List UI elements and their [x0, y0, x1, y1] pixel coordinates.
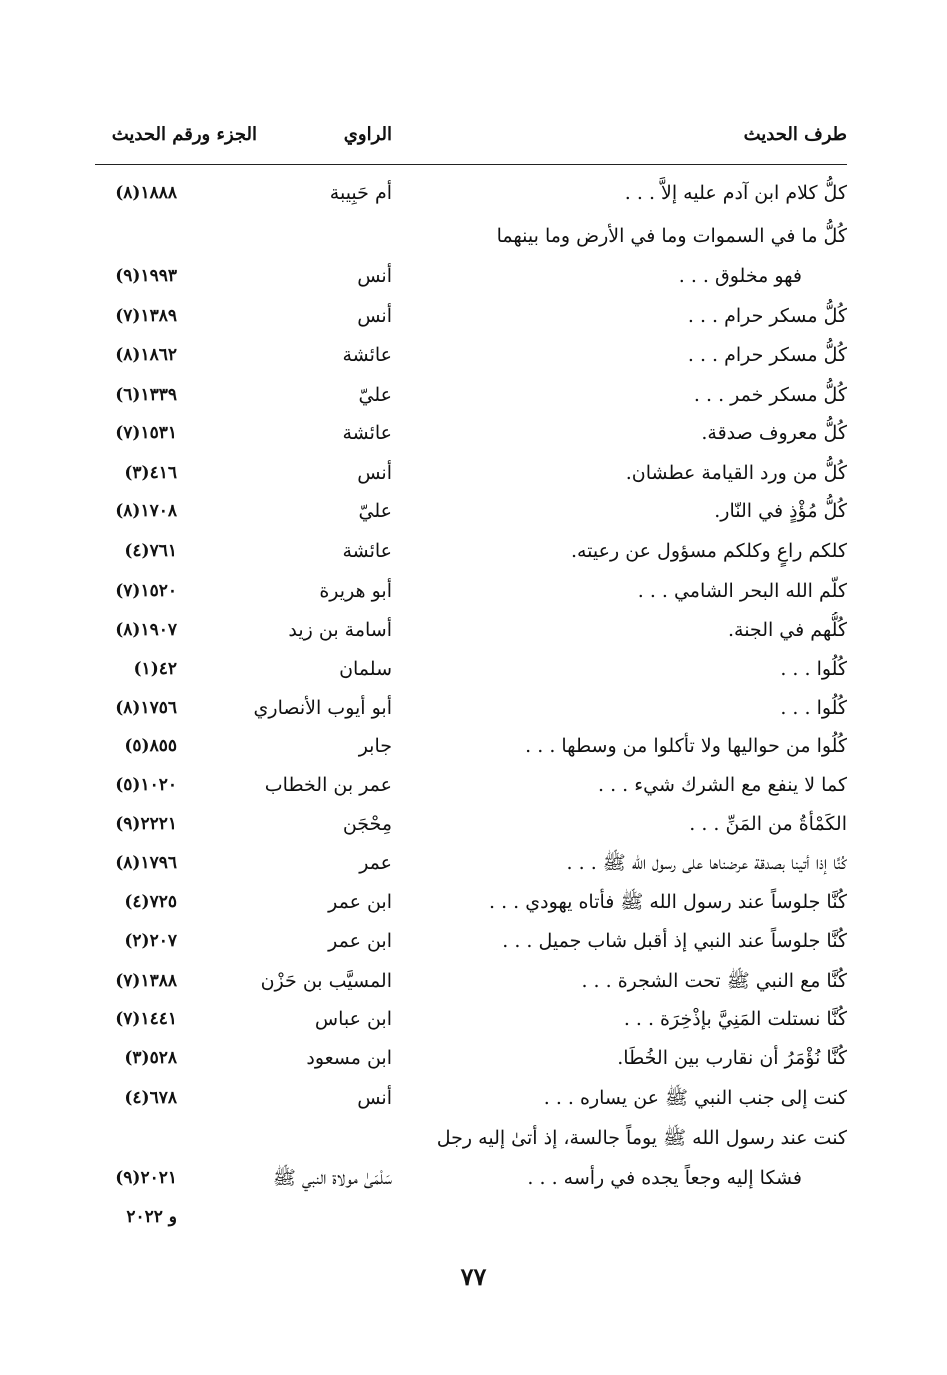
narrator: المسيَّب بن حَزْن [260, 970, 392, 992]
volume-and-number: ٦٧٨(٤) [124, 1088, 177, 1108]
table-row [0, 1199, 947, 1235]
volume-and-number: ١٧٥٦(٨) [115, 698, 177, 718]
narrator: ابن مسعود [306, 1047, 392, 1069]
volume-and-number: ١٠٢٠(٥) [115, 775, 177, 795]
volume-and-number: ٢٠٢١(٩) [115, 1168, 177, 1188]
table-row [0, 963, 947, 999]
hadith-text: فهو مخلوق . . . [678, 265, 802, 287]
volume-and-number: ١٥٣١(٧) [115, 423, 177, 443]
hadith-text: كُلُّ ما في السموات وما في الأرض وما بينهما [496, 225, 847, 247]
table-header [0, 117, 947, 153]
table-row [0, 493, 947, 529]
narrator: عمر [359, 852, 392, 874]
hadith-text: كُلُّ من ورد القيامة عطشان. [625, 462, 847, 484]
hadith-text: كُنَّا مع النبي ﷺ تحت الشجرة . . . [581, 970, 847, 992]
hadith-text: كُنَّا جلوساً عند النبي إذ أقبل شاب جميل . . . [502, 930, 847, 952]
narrator: ابن عباس [314, 1008, 392, 1030]
narrator: عمر بن الخطاب [264, 774, 392, 796]
table-row [0, 884, 947, 920]
volume-and-number: ١٩٩٣(٩) [115, 266, 177, 286]
table-row [0, 845, 947, 881]
hadith-text: الكَمْأةُ من المَنِّ . . . [689, 813, 847, 835]
narrator: عائشة [342, 422, 392, 444]
narrator: أبو هريرة [319, 580, 392, 602]
table-row [0, 1001, 947, 1037]
table-row [0, 298, 947, 334]
table-row [0, 377, 947, 413]
table-row [0, 923, 947, 959]
table-row [0, 258, 947, 294]
hadith-text: كُلُوا . . . [780, 697, 847, 719]
volume-and-number: ٥٢٨(٣) [124, 1048, 177, 1068]
hadith-text: كلّم الله البحر الشامي . . . [637, 580, 847, 602]
volume-and-number: ٢٢٢١(٩) [115, 814, 177, 834]
narrator: ابن عمر [328, 891, 392, 913]
volume-and-number [17, 218, 177, 254]
hadith-text: فشكا إليه وجعاً يجده في رأسه . . . [527, 1167, 802, 1189]
table-row [0, 1120, 947, 1156]
table-row [0, 415, 947, 451]
hadith-text: كُلُّ معروف صدقة. [701, 422, 847, 444]
hadith-text: كنت عند رسول الله ﷺ يوماً جالسة، إذ أتىٰ إليه رجل [436, 1127, 847, 1149]
volume-and-number: ١٧٩٦(٨) [115, 853, 177, 873]
narrator: أم حَبِيبة [329, 182, 392, 204]
table-row [0, 175, 947, 211]
narrator: ابن عمر [328, 930, 392, 952]
table-row [0, 573, 947, 609]
hadith-text: كما لا ينفع مع الشرك شيء . . . [598, 774, 847, 796]
hadith-text: كُلُوا . . . [780, 658, 847, 680]
volume-and-number: ٢٠٧(٢) [124, 931, 177, 951]
hadith-text: كُلُّ مُؤْذٍ في النّار. [714, 500, 847, 522]
header-volume-number: الجزء ورقم الحديث [111, 124, 257, 145]
header-divider [95, 164, 847, 165]
table-row [0, 337, 947, 373]
volume-and-number: ١٣٣٩(٦) [115, 385, 177, 405]
hadith-text: كُلُوا من حواليها ولا تأكلوا من وسطها . . . [525, 735, 847, 757]
header-hadith-text: طرف الحديث [743, 124, 847, 145]
hadith-text: كلكم راعٍ وكلكم مسؤول عن رعيته. [570, 540, 847, 562]
narrator: أنس [357, 462, 392, 484]
hadith-text: كُنَّا نستلت المَنِيَّ بإذْخِرَة . . . [623, 1008, 847, 1030]
volume-and-number: ١٩٠٧(٨) [115, 620, 177, 640]
table-row [0, 728, 947, 764]
narrator [212, 218, 392, 254]
table-row [0, 1160, 947, 1196]
hadith-text: كُلُّ مسكر حرام . . . [687, 344, 847, 366]
narrator: سلمان [339, 658, 392, 680]
hadith-text: كُلُّهم في الجنة. [727, 619, 847, 641]
hadith-text [417, 1199, 847, 1235]
narrator: سَلْمَىٰ مولاة النبي ﷺ [272, 1167, 392, 1189]
volume-and-number: ١٣٨٨(٧) [115, 971, 177, 991]
volume-and-number: ١٧٠٨(٨) [115, 501, 177, 521]
narrator: عليّ [358, 384, 392, 406]
table-row [0, 690, 947, 726]
narrator: عائشة [342, 344, 392, 366]
hadith-text: كلُّ كلام ابن آدم عليه إلاَّ . . . [624, 182, 847, 204]
narrator: جابر [358, 735, 392, 757]
narrator: أسامة بن زيد [288, 619, 392, 641]
hadith-text: كُنَّا جلوساً عند رسول الله ﷺ فأتاه يهودي . . . [489, 891, 847, 913]
hadith-text: كُنَّا إذا أتينا بصدقة عرضناها على رسول الله ﷺ . . . [566, 852, 847, 874]
narrator: أنس [357, 1087, 392, 1109]
volume-and-number: ١٤٤١(٧) [115, 1009, 177, 1029]
narrator [212, 1199, 392, 1235]
volume-and-number: ٤١٦(٣) [124, 463, 177, 483]
table-row [0, 1080, 947, 1116]
hadith-text: كُلُّ مسكر حرام . . . [687, 305, 847, 327]
volume-and-number: ٧٢٥(٤) [124, 892, 177, 912]
table-row [0, 455, 947, 491]
volume-and-number: ٨٥٥(٥) [124, 736, 177, 756]
narrator: أنس [357, 265, 392, 287]
table-row [0, 651, 947, 687]
table-row [0, 533, 947, 569]
volume-and-number: ٧٦١(٤) [124, 541, 177, 561]
hadith-text: كُلُّ مسكر خمر . . . [693, 384, 847, 406]
hadith-text: كنت إلى جنب النبي ﷺ عن يساره . . . [543, 1087, 847, 1109]
header-narrator: الراوي [343, 124, 392, 145]
table-row [0, 218, 947, 254]
table-row [0, 1040, 947, 1076]
table-row [0, 767, 947, 803]
volume-and-number [17, 1120, 177, 1156]
hadith-text: كُنَّا نُؤْمَرُ أن نقارب بين الخُطَا. [617, 1047, 847, 1069]
volume-and-number: و ٢٠٢٢ [126, 1207, 177, 1227]
volume-and-number: ١٨٦٢(٨) [115, 345, 177, 365]
table-row [0, 612, 947, 648]
narrator: أبو أيوب الأنصاري [253, 697, 392, 719]
narrator: عليّ [358, 500, 392, 522]
volume-and-number: ١٣٨٩(٧) [115, 306, 177, 326]
narrator: أنس [357, 305, 392, 327]
narrator: مِحْجَن [342, 813, 392, 835]
volume-and-number: ١٨٨٨(٨) [115, 183, 177, 203]
page-number: ٧٧ [460, 1262, 487, 1291]
table-row [0, 806, 947, 842]
narrator: عائشة [342, 540, 392, 562]
narrator [212, 1120, 392, 1156]
volume-and-number: ٤٢(١) [133, 659, 177, 679]
volume-and-number: ١٥٢٠(٧) [115, 581, 177, 601]
